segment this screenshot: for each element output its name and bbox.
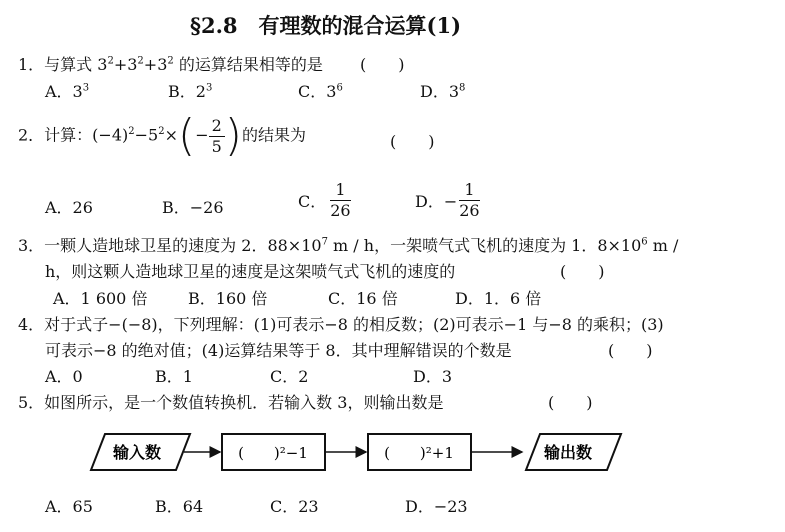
- question-5-answer-paren: ( ): [548, 393, 593, 412]
- q2-text-b: −5: [134, 125, 159, 145]
- q2-right-paren: ): [224, 110, 242, 161]
- q1-exp-a: 2: [107, 55, 114, 67]
- question-4-line-2: 可表示−8 的绝对值；(4)运算结果等于 8．其中理解错误的个数是: [45, 341, 512, 360]
- q5-option-b[interactable]: B．64: [155, 497, 204, 516]
- page-title: §2.8 有理数的混合运算(1): [190, 13, 461, 38]
- q3-option-b[interactable]: B．160 倍: [188, 289, 268, 308]
- q1-exp-c: 2: [167, 55, 174, 67]
- q2-option-b[interactable]: B．−26: [162, 198, 224, 217]
- question-5-stem: 5．如图所示，是一个数值转换机．若输入数 3，则输出数是: [18, 393, 444, 412]
- q2-exp-2: 2: [158, 126, 165, 138]
- q4-option-c[interactable]: C．2: [270, 367, 309, 386]
- question-4-line-1: 4．对于式子−(−8)，下列理解：(1)可表示−8 的相反数；(2)可表示−1 与−8 的乘积；(3): [18, 315, 664, 334]
- q3-option-c[interactable]: C．16 倍: [328, 289, 398, 308]
- q2-option-d[interactable]: D．− $\frac{1}{26}$: [415, 180, 480, 220]
- q2-times: ×: [164, 125, 179, 145]
- q4-option-a[interactable]: A．0: [45, 367, 83, 386]
- question-3-line-2: h，则这颗人造地球卫星的速度是这架喷气式飞机的速度的: [45, 262, 456, 281]
- q2-option-a[interactable]: A．26: [45, 198, 93, 217]
- question-2-answer-paren: ( ): [390, 132, 435, 151]
- q1-option-c[interactable]: C．$3^6$: [298, 82, 343, 101]
- step-1-label: ( )²−1: [238, 444, 308, 462]
- q3-option-d[interactable]: D．1．6 倍: [455, 289, 542, 308]
- q5-option-a[interactable]: A．65: [45, 497, 93, 516]
- question-4-answer-paren: ( ): [608, 341, 653, 360]
- output-label: 输出数: [543, 443, 593, 462]
- q2-text-a: 2．计算：(−4): [18, 125, 129, 145]
- q2-negative-sign: −: [195, 125, 209, 145]
- q2-fraction: $\frac{2}{5}$: [209, 116, 225, 157]
- q4-option-b[interactable]: B．1: [155, 367, 193, 386]
- q1-text-d: 的运算结果相等的是: [173, 55, 323, 74]
- question-1-answer-paren: ( ): [360, 55, 405, 74]
- q1-exp-b: 2: [137, 55, 144, 67]
- q3-option-a[interactable]: A．1 600 倍: [53, 289, 148, 308]
- question-3-answer-paren: ( ): [560, 262, 605, 281]
- q1-text-c: +3: [143, 55, 168, 74]
- q4-option-d[interactable]: D．3: [413, 367, 453, 386]
- q5-option-d[interactable]: D．−23: [405, 497, 468, 516]
- q1-text-a: 1．与算式 3: [18, 55, 108, 74]
- q5-option-c[interactable]: C．23: [270, 497, 319, 516]
- q1-text-b: +3: [113, 55, 138, 74]
- question-1-stem: [18, 52, 323, 75]
- input-label: 输入数: [112, 443, 162, 462]
- q2-exp-1: 2: [128, 126, 135, 138]
- q1-option-b[interactable]: B．$2^3$: [168, 82, 213, 101]
- question-2-stem: [18, 110, 306, 161]
- q2-option-c[interactable]: C． $\frac{1}{26}$: [298, 180, 351, 220]
- step-2-label: ( )²+1: [384, 444, 454, 462]
- q2-left-paren: (: [178, 110, 196, 161]
- q2-text-c: 的结果为: [241, 125, 306, 145]
- conversion-machine-diagram: [0, 420, 785, 490]
- question-3-line-1: 3．一颗人造地球卫星的速度为 2．$88\times 10^7$ m / h，一架喷气式飞机的速度为 1．$8\times 10^6$ m /: [18, 236, 679, 255]
- q1-option-d[interactable]: D．$3^8$: [420, 82, 466, 101]
- q1-option-a[interactable]: A．$3^3$: [45, 82, 90, 101]
